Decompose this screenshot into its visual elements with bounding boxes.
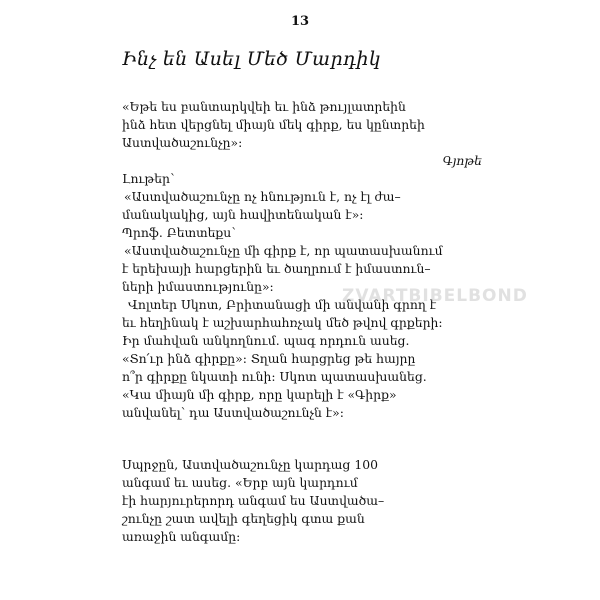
text-line: է երեխայի հարցերին եւ ծաղրում է իմաստուն– [122,261,431,276]
text-line: էի հարյուրերորդ անգամ ես Աստվածա– [122,493,385,508]
chapter-heading: Ինչ են Ասել Մեծ Մարդիկ [122,48,381,70]
author-name: Գյոթե [442,153,482,168]
text-line: մանակակից, այն հավիտենական է»: [122,207,364,222]
text-line: Սպրջըն, Աստվածաշունչը կարդաց 100 [122,457,378,472]
text-line: Վոլտեր Սկոտ, Բրիտանացի մի անվանի գրող է [128,297,437,312]
spurgeon-block [122,456,422,546]
text-line: շունչը շատ ավելի գեղեցիկ գտա քան [122,511,365,526]
watermark: ZVARTBIBELBOND [342,286,528,306]
text-line: առաջին անգամը: [122,529,241,544]
quotes-block [122,98,482,422]
text-line: «Եթե ես բանտարկվեի եւ ինձ թույլատրեին [122,99,406,114]
text-line: անվանել՝ դա Աստվածաշունչն է»: [122,405,344,420]
page-number: 13 [290,14,310,29]
text-line: ների իմաստությունը»: [122,279,274,294]
text-line: «Աստվածաշունչը ոչ հնություն է, ոչ էլ ժա– [124,189,401,204]
text-line: «Տո՛ւր ինձ գիրքը»: Տղան հարցրեց թե հայրը [122,351,416,366]
text-line: «Կա միայն մի գիրք, որը կարելի է «Գիրք» [122,387,397,402]
text-line: անգամ եւ ասեց. «Երբ այն կարդում [122,475,358,490]
text-line: ինձ հետ վերցնել միայն մեկ գիրք, ես կընտրեի [122,117,425,132]
text-line: Իր մահվան անկողնում. պագ որդուն ասեց. [122,333,410,348]
author-name: Պրոֆ. Բետտեքս՝ [122,225,236,240]
text-line: ո՞ր գիրքը նկատի ունի: Սկոտ պատասխանեց. [122,369,427,384]
author-name: Լութեր՝ [122,171,175,186]
text-line: եւ հեղինակ է աշխարհահռչակ մեծ թվով գրքերի: [122,315,443,330]
text-line: Աստվածաշունչը»: [122,135,243,150]
text-line: «Աստվածաշունչը մի գիրք է, որ պատասխանում [124,243,443,258]
